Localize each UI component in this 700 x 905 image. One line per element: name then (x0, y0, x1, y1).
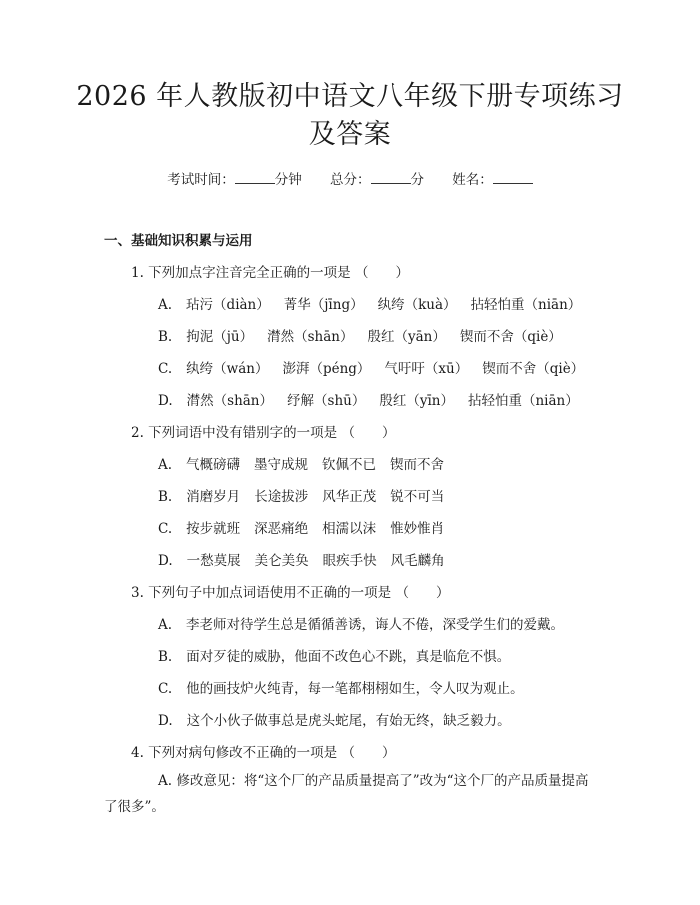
option-word: 风华正茂 (322, 489, 377, 505)
option-word: 纾解（shū） (287, 393, 366, 409)
option-text: 他的画技炉火纯青，每一笔都栩栩如生，令人叹为观止。 (186, 681, 524, 697)
score-label: 总分： (330, 172, 371, 188)
option-word: 风毛麟角 (390, 553, 445, 569)
option-word: 锲而不舍（qiè） (482, 361, 585, 377)
option-label: C. (158, 361, 173, 377)
option-word: 菁华（jīng） (283, 297, 364, 313)
score-blank (371, 171, 411, 184)
option-word: 锲而不舍（qiè） (459, 329, 562, 345)
time-unit: 分钟 (274, 172, 302, 188)
option-label: C. (158, 521, 173, 537)
question-3-option-b (158, 645, 510, 665)
exam-meta (0, 168, 700, 188)
time-blank (235, 171, 275, 184)
question-3-option-a (158, 613, 564, 633)
option-label: A. (158, 457, 173, 473)
option-label: B. (158, 489, 173, 505)
option-label: C. (158, 681, 173, 697)
option-word: 深恶痛绝 (254, 521, 309, 537)
question-1-option-a (158, 293, 595, 313)
option-label: D. (158, 713, 173, 729)
option-label: B. (158, 329, 173, 345)
time-label: 考试时间： (167, 172, 235, 188)
name-label: 姓名： (452, 172, 493, 188)
document-title (40, 78, 660, 154)
question-1-option-d (158, 389, 593, 409)
exam-score (330, 168, 424, 188)
question-4-stem: 4. 下列对病句修改不正确的一项是 （ ） (131, 745, 396, 761)
option-word: 锲而不舍 (390, 457, 445, 473)
question-2-option-a (158, 453, 458, 473)
option-word: 相濡以沫 (322, 521, 377, 537)
option-text: 面对歹徒的威胁，他面不改色心不跳，真是临危不惧。 (186, 649, 511, 665)
option-word: 潸然（shān） (267, 329, 354, 345)
option-text: 李老师对待学生总是循循善诱，诲人不倦，深受学生们的爱戴。 (186, 617, 565, 633)
title-line-1: 2026 年人教版初中语文八年级下册专项练习 (76, 81, 624, 112)
section-heading: 一、基础知识积累与运用 (104, 233, 253, 249)
score-unit: 分 (410, 172, 424, 188)
option-word: 拘泥（jū） (186, 329, 254, 345)
option-word: 钦佩不已 (322, 457, 377, 473)
option-word: 澎湃（péng） (282, 361, 371, 377)
option-word: 长途拔涉 (254, 489, 309, 505)
option-word: 眼疾手快 (322, 553, 377, 569)
option-word: 按步就班 (186, 521, 241, 537)
option-word: 潸然（shān） (186, 393, 274, 409)
option-word: 殷红（yān） (367, 329, 446, 345)
option-word: 气概磅礴 (186, 457, 241, 473)
question-2-option-b (158, 485, 458, 505)
question-3-option-c (158, 677, 524, 697)
option-label: D. (158, 393, 173, 409)
option-label: A. (158, 297, 173, 313)
question-1-option-b (158, 325, 576, 345)
option-word: 消磨岁月 (186, 489, 241, 505)
name-blank (493, 171, 533, 184)
option-label: A. (158, 617, 173, 633)
question-2-stem: 2. 下列词语中没有错别字的一项是 （ ） (131, 425, 396, 441)
option-label: D. (158, 553, 173, 569)
option-word: 拈轻怕重（niān） (467, 393, 579, 409)
option-word: 气吁吁（xū） (384, 361, 469, 377)
option-word: 殷红（yīn） (379, 393, 454, 409)
exam-time (167, 168, 302, 188)
option-word: 一愁莫展 (186, 553, 241, 569)
question-1-option-c (158, 357, 598, 377)
question-1-stem: 1. 下列加点字注音完全正确的一项是 （ ） (131, 265, 409, 281)
question-3-option-d (158, 709, 511, 729)
option-text: 这个小伙子做事总是虎头蛇尾，有始无终，缺乏毅力。 (186, 713, 511, 729)
question-2-option-d (158, 549, 459, 569)
option-word: 拈轻怕重（niān） (470, 297, 582, 313)
option-word: 墨守成规 (254, 457, 309, 473)
question-4-option-a: A. 修改意见：将“这个厂的产品质量提高了”改为“这个厂的产品质量提高了很多”。 (104, 773, 589, 815)
option-word: 纨绔（kuà） (377, 297, 457, 313)
option-word: 美仑美奂 (254, 553, 309, 569)
option-label: B. (158, 649, 173, 665)
option-word: 锐不可当 (390, 489, 445, 505)
question-2-option-c (158, 517, 458, 537)
title-line-2: 及答案 (308, 119, 392, 150)
question-3-stem: 3. 下列句子中加点词语使用不正确的一项是 （ ） (131, 585, 450, 601)
option-word: 纨绔（wán） (186, 361, 269, 377)
option-word: 惟妙惟肖 (390, 521, 445, 537)
option-word: 玷污（diàn） (186, 297, 270, 313)
exam-name (452, 168, 533, 188)
